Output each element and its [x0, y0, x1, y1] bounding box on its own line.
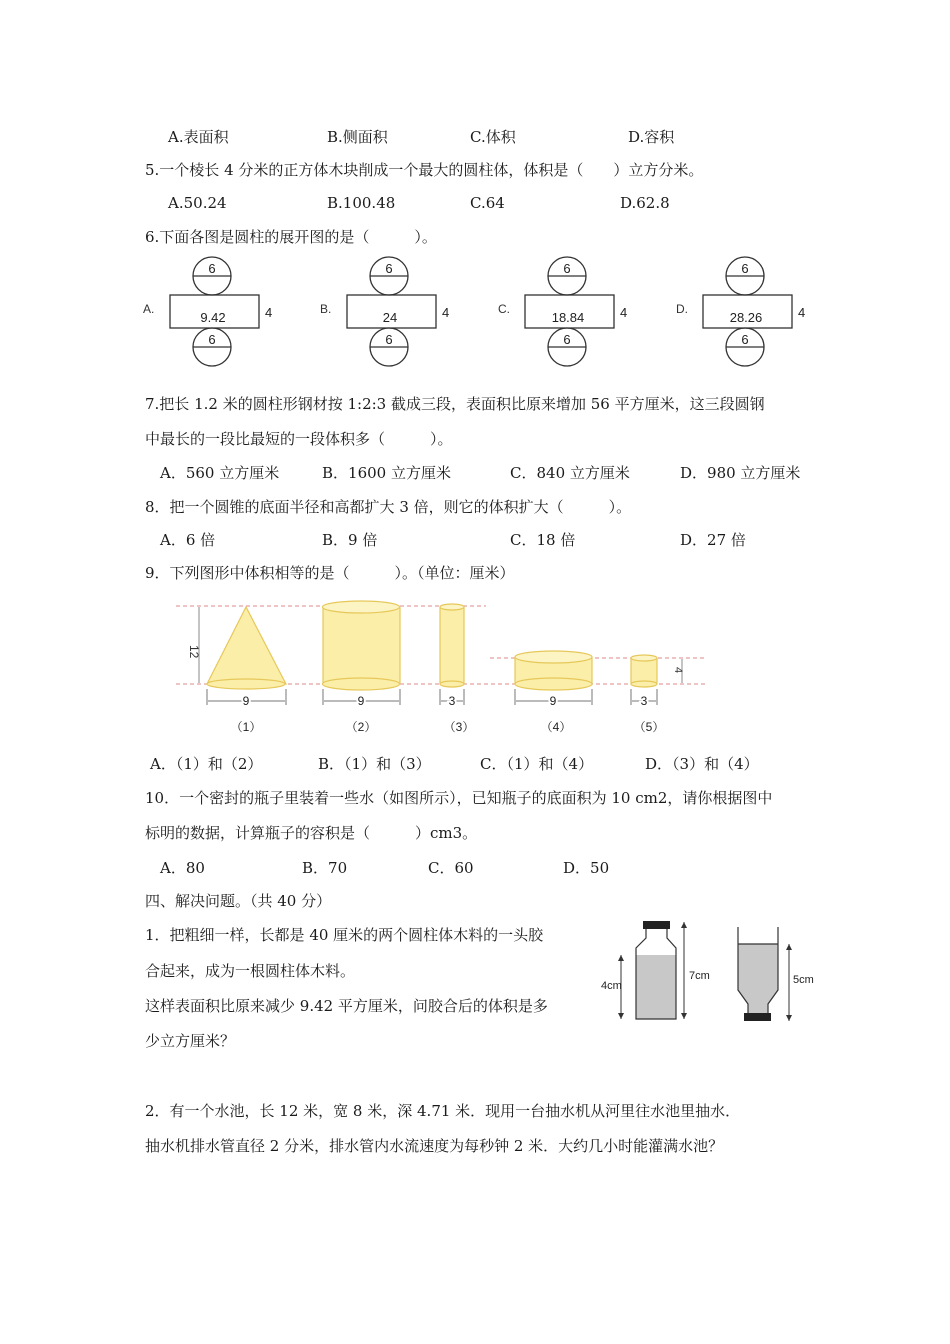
bottle-cap: [643, 921, 670, 929]
q5-question: 5.一个棱长 4 分米的正方体木块削成一个最大的圆柱体，体积是（ ）立方分米。: [145, 161, 704, 179]
p2-line2: 抽水机排水管直径 2 分米，排水管内水流速度为每秒钟 2 米．大约几小时能灌满水池？: [145, 1137, 724, 1155]
base-label-5: 3: [640, 694, 648, 708]
bottom-diameter: 6: [385, 332, 393, 347]
height-label: 12: [187, 645, 201, 659]
base-label-2: 9: [357, 694, 365, 708]
q10-question-line2: 标明的数据，计算瓶子的容积是（ ）cm3。: [145, 824, 478, 842]
q4-option-a: A.表面积: [168, 128, 229, 146]
rect-width: 9.42: [200, 310, 226, 325]
p1-line1: 1．把粗细一样，长都是 40 厘米的两个圆柱体木料的一头胶: [145, 926, 544, 944]
q8-option-d: D．27 倍: [680, 531, 746, 549]
q9-option-a: A．（1）和（2）: [150, 755, 263, 773]
net-label: B.: [320, 302, 332, 316]
q5-option-c: C.64: [470, 194, 505, 212]
caption-1: （1）: [230, 720, 262, 734]
q4-option-c: C.体积: [470, 128, 516, 146]
rect-width: 18.84: [551, 310, 585, 325]
air-height-label: 5cm: [793, 974, 814, 986]
q8-option-c: C．18 倍: [510, 531, 576, 549]
q7-question-line2: 中最长的一段比最短的一段体积多（ ）。: [145, 430, 453, 448]
q4-option-d: D.容积: [628, 128, 675, 146]
q10-option-b: B．70: [302, 859, 348, 877]
inverted-bottle-cap: [744, 1013, 771, 1021]
small-height-label: 4: [672, 667, 684, 674]
net-label: C.: [498, 302, 510, 316]
top-diameter: 6: [563, 261, 571, 276]
q9-question: 9．下列图形中体积相等的是（ ）。（单位：厘米）: [145, 564, 515, 582]
net-label: A.: [143, 302, 155, 316]
total-height-label: 7cm: [689, 970, 710, 982]
q7-option-a: A．560 立方厘米: [160, 464, 280, 482]
q9-option-b: B．（1）和（3）: [318, 755, 431, 773]
upright-bottle: [601, 921, 710, 1019]
q10-question-line1: 10．一个密封的瓶子里装着一些水（如图所示），已知瓶子的底面积为 10 cm2，请你根据图中: [145, 789, 773, 807]
water-height-label: 4cm: [601, 980, 622, 992]
air-fill: [738, 944, 778, 972]
p2-line1: 2．有一个水池，长 12 米，宽 8 米，深 4.71 米．现用一台抽水机从河里往水池里抽水．: [145, 1102, 741, 1120]
q5-option-b: B.100.48: [327, 194, 396, 212]
q8-question: 8．把一个圆锥的底面半径和高都扩大 3 倍，则它的体积扩大（ ）。: [145, 498, 632, 516]
net-label: D.: [676, 302, 688, 316]
q9-option-c: C．（1）和（4）: [480, 755, 594, 773]
rect-width: 24: [382, 310, 398, 325]
q7-question-line1: 7.把长 1.2 米的圆柱形钢材按 1:2:3 截成三段，表面积比原来增加 56 平方厘米，这三段圆钢: [145, 395, 765, 413]
rect-height: 4: [442, 305, 450, 320]
rect-height: 4: [265, 305, 273, 320]
caption-3: （3）: [443, 720, 475, 734]
bottom-diameter: 6: [741, 332, 749, 347]
top-diameter: 6: [385, 261, 393, 276]
inverted-bottle: [738, 927, 814, 1021]
p1-line4: 少立方厘米？: [145, 1032, 236, 1050]
rect-height: 4: [798, 305, 806, 320]
top-diameter: 6: [741, 261, 749, 276]
top-diameter: 6: [208, 261, 216, 276]
q7-option-d: D．980 立方厘米: [680, 464, 801, 482]
caption-4: （4）: [540, 720, 572, 734]
p1-line2: 合起来，成为一根圆柱体木料。: [145, 962, 356, 980]
q8-option-a: A．6 倍: [160, 531, 216, 549]
q5-option-a: A.50.24: [168, 194, 227, 212]
q4-option-b: B.侧面积: [327, 128, 388, 146]
q6-question: 6.下面各图是圆柱的展开图的是（ ）。: [145, 228, 437, 246]
rect-width: 28.26: [729, 310, 763, 325]
caption-5: （5）: [633, 720, 665, 734]
base-label-1: 9: [242, 694, 250, 708]
q5-option-d: D.62.8: [620, 194, 670, 212]
q7-option-c: C．840 立方厘米: [510, 464, 630, 482]
q10-option-a: A．80: [160, 859, 205, 877]
base-label-4: 9: [549, 694, 557, 708]
bottom-diameter: 6: [208, 332, 216, 347]
rect-height: 4: [620, 305, 628, 320]
caption-2: （2）: [345, 720, 377, 734]
q7-option-b: B．1600 立方厘米: [322, 464, 451, 482]
bottom-diameter: 6: [563, 332, 571, 347]
base-label-3: 3: [448, 694, 456, 708]
q10-option-c: C．60: [428, 859, 474, 877]
q10-option-d: D．50: [563, 859, 610, 877]
q9-option-d: D．（3）和（4）: [645, 755, 759, 773]
p1-line3: 这样表面积比原来减少 9.42 平方厘米，问胶合后的体积是多: [145, 997, 548, 1015]
water-fill: [636, 955, 676, 1019]
section-four-title: 四、解决问题。（共 40 分）: [145, 892, 332, 910]
q8-option-b: B．9 倍: [322, 531, 378, 549]
